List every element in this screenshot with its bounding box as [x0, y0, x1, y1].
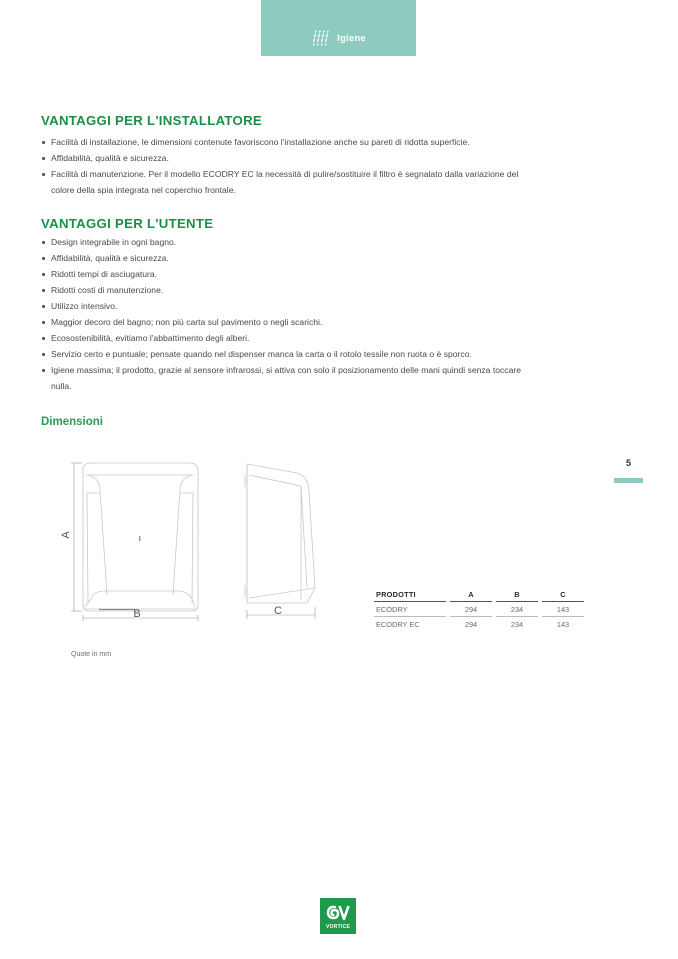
- value-b: 234: [510, 620, 524, 629]
- value-a: 294: [450, 602, 492, 617]
- product-name: ECODRY: [374, 602, 446, 617]
- tab-label: Igiene: [337, 32, 366, 44]
- list-item: Utilizzo intensivo.: [41, 298, 581, 314]
- value-b: 234: [496, 602, 538, 617]
- user-section-title: VANTAGGI PER L'UTENTE: [41, 216, 214, 231]
- value-a: 294: [464, 620, 478, 629]
- table-header-row: [374, 587, 584, 602]
- list-item: Ridotti costi di manutenzione.: [41, 282, 581, 298]
- list-item: Affidabilità, qualità e sicurezza.: [41, 250, 581, 266]
- table-row: [374, 602, 584, 617]
- list-item: Maggior decoro del bagno; non più carta sul pavimento o negli scarichi.: [41, 314, 581, 330]
- dimensions-table: [374, 587, 584, 632]
- value-c: 143: [542, 602, 584, 617]
- list-item: Ridotti tempi di asciugatura.: [41, 266, 581, 282]
- front-view-drawing: [55, 455, 215, 625]
- dimension-a-label: A: [60, 531, 72, 539]
- units-note: Quote in mm: [71, 651, 112, 658]
- installer-section-title: VANTAGGI PER L'INSTALLATORE: [41, 113, 263, 128]
- column-header-c: C: [542, 587, 584, 602]
- page-number: 5: [625, 458, 631, 468]
- column-header-b: B: [496, 587, 538, 602]
- list-item: Ecosostenibilità, evitiamo l'abbattimento degli alberi.: [41, 330, 581, 346]
- list-item: Affidabilità, qualità e sicurezza.: [41, 150, 581, 166]
- dimension-b-label: B: [133, 608, 141, 620]
- column-header-a: A: [450, 587, 492, 602]
- column-header-products: PRODOTTI: [374, 587, 446, 602]
- dimensions-title: Dimensioni: [41, 416, 103, 428]
- list-item: Servizio certo e puntuale; pensate quando nel dispenser manca la carta o il rotolo tessile non ruota o è sporco.: [41, 346, 581, 362]
- dimension-c-label: C: [274, 605, 282, 617]
- list-item: Design integrabile in ogni bagno.: [41, 234, 581, 250]
- vortice-logo: [320, 898, 356, 934]
- page-marker-bar: [614, 478, 643, 483]
- list-item: Facilità di manutenzione. Per il modello ECODRY EC la necessità di pulire/sostituire il filtro è segnalato dalla variazione del colore della spia integrata nel coperchio frontale.: [41, 166, 541, 198]
- vortice-logo-icon: [325, 903, 351, 923]
- product-name: ECODRY EC: [376, 620, 420, 629]
- list-item: Igiene massima; il prodotto, grazie al sensore infrarossi, si attiva con solo il posizionamento delle mani quindi senza toccare nulla.: [41, 362, 541, 394]
- side-view-drawing: [235, 455, 325, 625]
- logo-text: VORTICE: [325, 923, 351, 930]
- value-c: 143: [556, 620, 570, 629]
- water-drops-icon: [311, 29, 331, 47]
- category-tab: [261, 0, 416, 56]
- table-row: [374, 617, 584, 632]
- installer-bullets: [41, 134, 581, 198]
- user-bullets: [41, 234, 581, 394]
- list-item: Facilità di installazione, le dimensioni contenute favoriscono l'installazione anche su pareti di ridotta superficie.: [41, 134, 581, 150]
